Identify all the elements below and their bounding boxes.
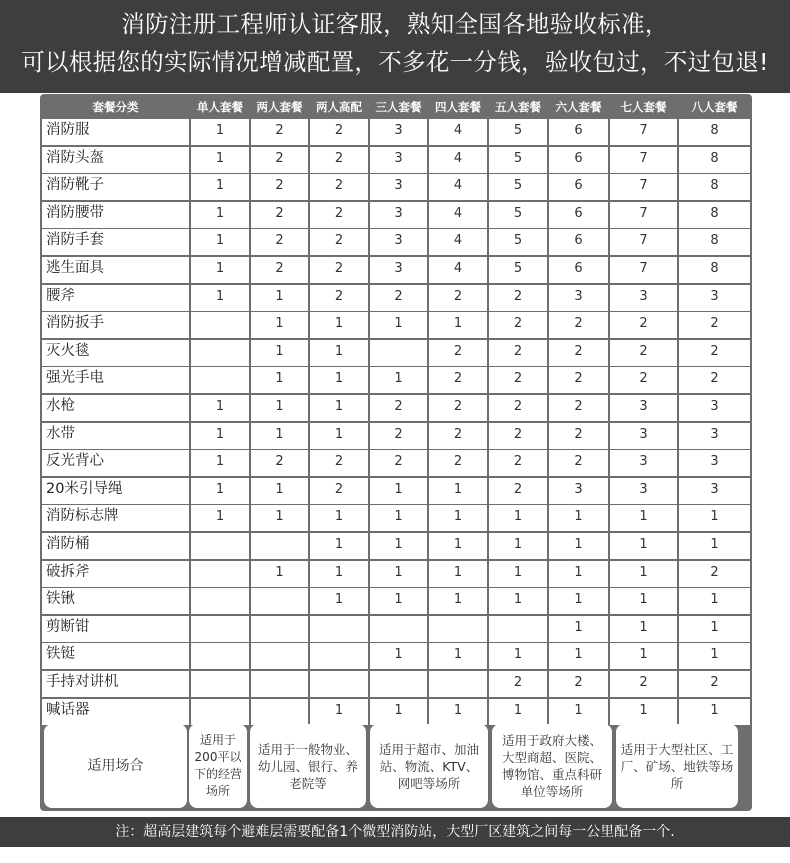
row-value-cell: 1 — [679, 588, 750, 614]
row-value-cell: 1 — [251, 340, 308, 366]
row-value-cell: 3 — [610, 450, 677, 476]
row-item-name: 20米引导绳 — [42, 478, 189, 504]
row-value-cell: 4 — [429, 257, 487, 283]
venue-two: 适用于一般物业、幼儿园、银行、养老院等 — [250, 724, 366, 808]
row-value-cell: 2 — [310, 229, 368, 255]
row-value-cell: 1 — [489, 533, 547, 559]
row-item-name: 铁锹 — [42, 588, 189, 614]
row-value-cell: 1 — [191, 257, 249, 283]
row-value-cell: 1 — [251, 312, 308, 338]
row-value-cell: 4 — [429, 119, 487, 145]
row-item-name: 水带 — [42, 423, 189, 449]
row-item-name: 铁铤 — [42, 643, 189, 669]
row-value-cell: 1 — [429, 478, 487, 504]
row-value-cell: 2 — [310, 119, 368, 145]
row-value-cell — [191, 367, 249, 393]
row-value-cell — [191, 561, 249, 587]
row-value-cell — [370, 340, 427, 366]
row-value-cell: 2 — [429, 285, 487, 311]
row-item-name: 消防靴子 — [42, 174, 189, 200]
row-value-cell — [251, 533, 308, 559]
row-value-cell: 1 — [429, 561, 487, 587]
header-package-2: 两人套餐 — [256, 100, 303, 114]
row-value-cell: 1 — [191, 395, 249, 421]
row-value-cell — [251, 671, 308, 697]
row-value-cell: 2 — [310, 285, 368, 311]
row-item-name: 消防桶 — [42, 533, 189, 559]
row-value-cell: 5 — [489, 257, 547, 283]
row-value-cell: 1 — [251, 423, 308, 449]
row-value-cell: 3 — [610, 285, 677, 311]
banner-line-1: 消防注册工程师认证客服，熟知全国各地验收标准， — [121, 10, 669, 38]
row-value-cell: 2 — [549, 312, 608, 338]
row-value-cell: 3 — [679, 423, 750, 449]
row-value-cell: 1 — [191, 285, 249, 311]
row-value-cell: 2 — [549, 340, 608, 366]
row-value-cell — [191, 588, 249, 614]
row-value-cell: 3 — [679, 395, 750, 421]
row-value-cell: 1 — [191, 423, 249, 449]
row-value-cell: 1 — [310, 533, 368, 559]
header-package-3: 两人高配 — [316, 100, 362, 114]
row-value-cell: 8 — [679, 202, 750, 228]
row-item-name: 消防服 — [42, 119, 189, 145]
row-value-cell: 3 — [679, 450, 750, 476]
row-item-name: 水枪 — [42, 395, 189, 421]
row-value-cell: 3 — [679, 285, 750, 311]
header-category: 套餐分类 — [92, 100, 139, 114]
row-value-cell — [310, 616, 368, 642]
row-value-cell: 2 — [310, 202, 368, 228]
row-value-cell: 2 — [489, 367, 547, 393]
row-value-cell: 1 — [251, 505, 308, 531]
row-value-cell: 1 — [191, 478, 249, 504]
row-value-cell: 2 — [370, 395, 427, 421]
row-value-cell: 2 — [251, 229, 308, 255]
row-value-cell: 1 — [191, 202, 249, 228]
header-package-8: 七人套餐 — [620, 100, 667, 114]
row-value-cell — [251, 699, 308, 725]
row-value-cell: 2 — [610, 340, 677, 366]
row-value-cell: 1 — [370, 588, 427, 614]
row-value-cell: 1 — [679, 616, 750, 642]
row-value-cell: 2 — [549, 671, 608, 697]
row-value-cell: 1 — [610, 643, 677, 669]
row-value-cell: 2 — [370, 285, 427, 311]
row-value-cell: 2 — [679, 561, 750, 587]
row-value-cell: 1 — [549, 533, 608, 559]
row-value-cell: 7 — [610, 147, 677, 173]
row-value-cell: 1 — [370, 478, 427, 504]
row-value-cell: 2 — [310, 174, 368, 200]
row-item-name: 逃生面具 — [42, 257, 189, 283]
row-value-cell: 2 — [370, 450, 427, 476]
row-value-cell: 5 — [489, 174, 547, 200]
venue-three-four: 适用于超市、加油站、物流、KTV、网吧等场所 — [370, 724, 488, 808]
row-value-cell: 2 — [489, 395, 547, 421]
row-value-cell: 2 — [429, 367, 487, 393]
row-value-cell: 1 — [310, 312, 368, 338]
row-value-cell — [251, 616, 308, 642]
row-item-name: 强光手电 — [42, 367, 189, 393]
row-value-cell: 2 — [310, 147, 368, 173]
row-value-cell: 3 — [370, 119, 427, 145]
row-value-cell: 6 — [549, 174, 608, 200]
row-value-cell: 2 — [679, 367, 750, 393]
row-value-cell: 4 — [429, 202, 487, 228]
row-value-cell: 1 — [549, 616, 608, 642]
row-value-cell: 2 — [610, 312, 677, 338]
row-value-cell: 1 — [191, 119, 249, 145]
row-value-cell: 2 — [251, 147, 308, 173]
row-value-cell — [251, 643, 308, 669]
header-package-1: 单人套餐 — [197, 100, 243, 114]
row-value-cell: 8 — [679, 174, 750, 200]
row-value-cell: 2 — [310, 478, 368, 504]
row-value-cell: 4 — [429, 174, 487, 200]
row-value-cell: 2 — [489, 285, 547, 311]
row-value-cell: 2 — [489, 450, 547, 476]
row-value-cell: 1 — [370, 367, 427, 393]
row-value-cell: 5 — [489, 229, 547, 255]
row-value-cell: 3 — [610, 423, 677, 449]
row-value-cell: 1 — [489, 505, 547, 531]
row-value-cell: 2 — [489, 312, 547, 338]
row-value-cell: 1 — [489, 561, 547, 587]
row-value-cell: 1 — [429, 533, 487, 559]
row-value-cell: 1 — [370, 533, 427, 559]
row-value-cell: 1 — [310, 367, 368, 393]
row-value-cell: 1 — [429, 588, 487, 614]
row-value-cell: 4 — [429, 229, 487, 255]
row-value-cell: 1 — [310, 588, 368, 614]
venue-seven-eight: 适用于大型社区、工厂、矿场、地铁等场所 — [616, 724, 738, 808]
row-value-cell: 3 — [610, 478, 677, 504]
header-banner — [0, 0, 790, 93]
row-value-cell: 5 — [489, 147, 547, 173]
row-value-cell: 1 — [191, 147, 249, 173]
row-value-cell: 1 — [489, 588, 547, 614]
row-value-cell: 1 — [679, 533, 750, 559]
row-value-cell: 1 — [679, 505, 750, 531]
row-value-cell: 1 — [679, 699, 750, 725]
row-value-cell — [251, 588, 308, 614]
row-value-cell: 1 — [310, 561, 368, 587]
row-value-cell: 2 — [310, 450, 368, 476]
row-value-cell: 7 — [610, 174, 677, 200]
row-value-cell: 2 — [549, 367, 608, 393]
row-value-cell: 3 — [549, 478, 608, 504]
row-value-cell: 2 — [251, 174, 308, 200]
row-value-cell: 2 — [251, 257, 308, 283]
row-value-cell — [191, 699, 249, 725]
row-value-cell: 4 — [429, 147, 487, 173]
row-value-cell: 8 — [679, 119, 750, 145]
row-value-cell: 1 — [610, 699, 677, 725]
row-value-cell: 1 — [191, 450, 249, 476]
row-value-cell: 3 — [610, 395, 677, 421]
row-item-name: 消防腰带 — [42, 202, 189, 228]
row-item-name: 破拆斧 — [42, 561, 189, 587]
row-value-cell: 1 — [251, 478, 308, 504]
row-value-cell: 1 — [310, 395, 368, 421]
row-value-cell: 1 — [370, 312, 427, 338]
row-value-cell: 3 — [370, 174, 427, 200]
row-value-cell: 2 — [549, 395, 608, 421]
row-value-cell: 1 — [191, 229, 249, 255]
row-value-cell: 1 — [191, 174, 249, 200]
header-package-4: 三人套餐 — [375, 100, 422, 114]
row-value-cell — [370, 671, 427, 697]
row-value-cell — [191, 340, 249, 366]
row-item-name: 消防头盔 — [42, 147, 189, 173]
row-value-cell: 2 — [251, 119, 308, 145]
row-value-cell — [191, 643, 249, 669]
venue-five-six: 适用于政府大楼、大型商超、医院、博物馆、重点科研单位等场所 — [492, 724, 612, 808]
row-value-cell: 2 — [679, 340, 750, 366]
row-item-name: 消防标志牌 — [42, 505, 189, 531]
row-value-cell: 1 — [610, 533, 677, 559]
row-value-cell: 2 — [251, 202, 308, 228]
row-value-cell: 1 — [549, 643, 608, 669]
row-value-cell — [429, 671, 487, 697]
footer-note: 注：超高层建筑每个避难层需要配备1个微型消防站，大型厂区建筑之间每一公里配备一个. — [0, 817, 790, 847]
row-value-cell: 1 — [429, 312, 487, 338]
row-value-cell: 2 — [310, 257, 368, 283]
row-value-cell: 6 — [549, 257, 608, 283]
row-value-cell — [429, 616, 487, 642]
row-value-cell: 6 — [549, 202, 608, 228]
row-value-cell: 1 — [310, 505, 368, 531]
row-value-cell: 1 — [251, 561, 308, 587]
header-package-7: 六人套餐 — [555, 100, 602, 114]
row-value-cell: 1 — [610, 561, 677, 587]
row-value-cell: 1 — [549, 699, 608, 725]
header-package-6: 五人套餐 — [495, 100, 541, 114]
row-value-cell: 1 — [489, 643, 547, 669]
row-value-cell: 2 — [429, 340, 487, 366]
row-value-cell: 1 — [610, 588, 677, 614]
row-value-cell: 2 — [429, 395, 487, 421]
row-value-cell: 5 — [489, 202, 547, 228]
row-value-cell: 2 — [489, 478, 547, 504]
row-value-cell: 1 — [429, 643, 487, 669]
row-value-cell: 7 — [610, 229, 677, 255]
row-value-cell: 7 — [610, 257, 677, 283]
row-value-cell: 2 — [549, 423, 608, 449]
row-value-cell: 2 — [679, 312, 750, 338]
row-value-cell: 1 — [191, 505, 249, 531]
row-value-cell: 3 — [370, 257, 427, 283]
row-item-name: 腰斧 — [42, 285, 189, 311]
row-value-cell: 6 — [549, 147, 608, 173]
row-value-cell: 3 — [370, 202, 427, 228]
venue-label: 适用场合 — [44, 724, 187, 808]
row-value-cell: 1 — [429, 699, 487, 725]
header-package-9: 八人套餐 — [691, 100, 738, 114]
row-value-cell: 6 — [549, 229, 608, 255]
row-value-cell: 3 — [679, 478, 750, 504]
row-value-cell — [370, 616, 427, 642]
row-value-cell: 3 — [370, 147, 427, 173]
row-value-cell: 2 — [610, 671, 677, 697]
row-value-cell: 2 — [489, 671, 547, 697]
row-value-cell: 1 — [370, 643, 427, 669]
row-value-cell: 1 — [549, 561, 608, 587]
row-value-cell: 8 — [679, 257, 750, 283]
row-value-cell: 1 — [251, 285, 308, 311]
row-value-cell: 6 — [549, 119, 608, 145]
row-value-cell — [310, 671, 368, 697]
row-value-cell — [191, 671, 249, 697]
row-value-cell: 1 — [610, 505, 677, 531]
row-value-cell: 1 — [549, 505, 608, 531]
row-value-cell: 8 — [679, 147, 750, 173]
header-package-5: 四人套餐 — [435, 100, 481, 114]
row-value-cell — [191, 616, 249, 642]
row-value-cell: 2 — [489, 340, 547, 366]
row-value-cell: 1 — [310, 423, 368, 449]
row-item-name: 消防扳手 — [42, 312, 189, 338]
row-value-cell: 1 — [489, 699, 547, 725]
row-value-cell — [489, 616, 547, 642]
row-value-cell: 1 — [370, 561, 427, 587]
row-item-name: 灭火毯 — [42, 340, 189, 366]
banner-line-2: 可以根据您的实际情况增减配置，不多花一分钱，验收包过，不过包退! — [21, 48, 769, 76]
row-value-cell: 2 — [429, 450, 487, 476]
venue-single: 适用于200平以下的经营场所 — [189, 724, 247, 808]
row-value-cell: 1 — [251, 367, 308, 393]
row-value-cell: 1 — [549, 588, 608, 614]
row-value-cell: 1 — [429, 505, 487, 531]
row-value-cell: 2 — [549, 450, 608, 476]
row-value-cell: 2 — [489, 423, 547, 449]
row-value-cell — [310, 643, 368, 669]
row-value-cell: 2 — [610, 367, 677, 393]
row-item-name: 消防手套 — [42, 229, 189, 255]
row-value-cell — [191, 533, 249, 559]
row-value-cell: 3 — [370, 229, 427, 255]
row-value-cell: 7 — [610, 202, 677, 228]
row-value-cell: 1 — [370, 505, 427, 531]
row-value-cell: 7 — [610, 119, 677, 145]
row-value-cell: 1 — [310, 699, 368, 725]
row-item-name: 手持对讲机 — [42, 671, 189, 697]
row-item-name: 反光背心 — [42, 450, 189, 476]
row-value-cell: 1 — [679, 643, 750, 669]
row-value-cell: 8 — [679, 229, 750, 255]
row-value-cell: 2 — [679, 671, 750, 697]
row-value-cell: 1 — [251, 395, 308, 421]
row-value-cell: 1 — [310, 340, 368, 366]
row-value-cell — [191, 312, 249, 338]
row-item-name: 剪断钳 — [42, 616, 189, 642]
row-value-cell: 1 — [610, 616, 677, 642]
row-value-cell: 1 — [370, 699, 427, 725]
row-value-cell: 2 — [251, 450, 308, 476]
row-value-cell: 2 — [370, 423, 427, 449]
row-value-cell: 2 — [429, 423, 487, 449]
row-value-cell: 5 — [489, 119, 547, 145]
row-item-name: 喊话器 — [42, 699, 189, 725]
row-value-cell: 3 — [549, 285, 608, 311]
